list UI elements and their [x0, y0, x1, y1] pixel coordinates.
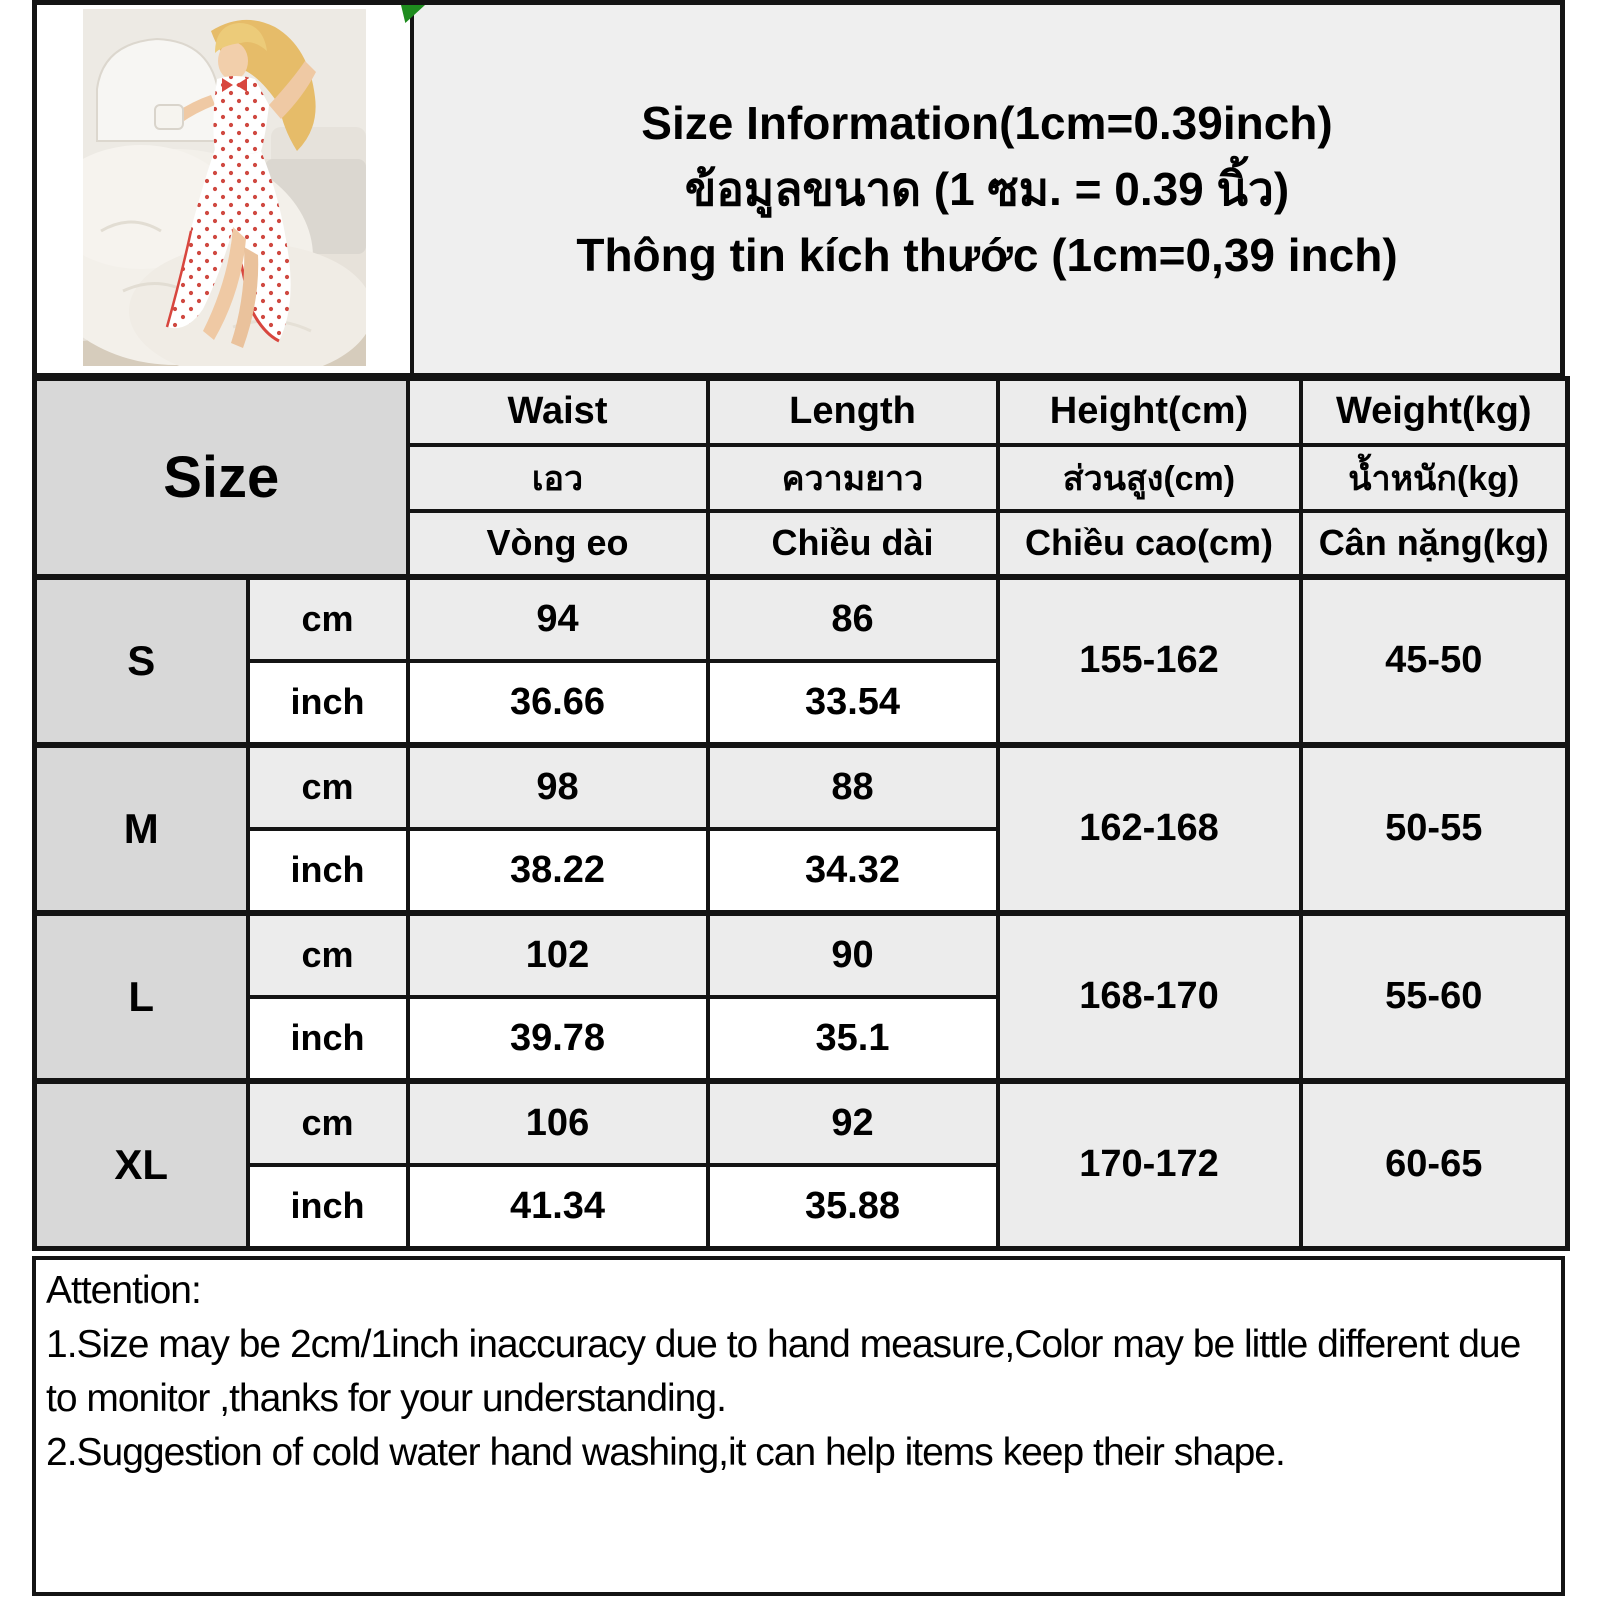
cell-m-length-inch: 34.32: [708, 829, 998, 913]
size-chart-page: [32, 0, 1565, 1596]
cell-s-height: 155-162: [998, 577, 1301, 745]
cell-l-length-inch: 35.1: [708, 997, 998, 1081]
col-height-en: Height(cm): [998, 379, 1301, 445]
attention-note-1: 1.Size may be 2cm/1inch inaccuracy due to hand measure,Color may be little different due to monitor ,thanks for your understanding.: [46, 1323, 1521, 1420]
row-xl-cm: [35, 1081, 1568, 1165]
cell-l-size: L: [35, 913, 248, 1081]
col-waist-en: Waist: [408, 379, 708, 445]
col-length-vi: Chiều dài: [708, 511, 998, 577]
cell-s-length-inch: 33.54: [708, 661, 998, 745]
attention-note-2: 2.Suggestion of cold water hand washing,it can help items keep their shape.: [46, 1431, 1285, 1474]
cell-xl-waist-inch: 41.34: [408, 1165, 708, 1249]
cell-m-waist-cm: 98: [408, 745, 708, 829]
cell-s-waist-cm: 94: [408, 577, 708, 661]
cell-l-waist-cm: 102: [408, 913, 708, 997]
product-photo-illustration: [83, 9, 366, 366]
cell-l-weight: 55-60: [1301, 913, 1568, 1081]
cell-s-length-cm: 86: [708, 577, 998, 661]
cell-l-unit-cm: cm: [248, 913, 408, 997]
cell-l-unit-inch: inch: [248, 997, 408, 1081]
cell-xl-length-inch: 35.88: [708, 1165, 998, 1249]
top-section: [32, 0, 1565, 376]
cell-xl-weight: 60-65: [1301, 1081, 1568, 1249]
cell-xl-waist-cm: 106: [408, 1081, 708, 1165]
row-m-cm: [35, 745, 1568, 829]
cell-m-size: M: [35, 745, 248, 913]
cell-s-unit-inch: inch: [248, 661, 408, 745]
col-height-th: ส่วนสูง(cm): [998, 445, 1301, 511]
title-thai: ข้อมูลขนาด (1 ซม. = 0.39 นิ้ว): [684, 163, 1290, 215]
row-s-cm: [35, 577, 1568, 661]
cell-m-unit-inch: inch: [248, 829, 408, 913]
cell-m-unit-cm: cm: [248, 745, 408, 829]
cell-xl-unit-inch: inch: [248, 1165, 408, 1249]
cell-m-waist-inch: 38.22: [408, 829, 708, 913]
col-waist-th: เอว: [408, 445, 708, 511]
size-header-cell: Size: [35, 379, 408, 577]
cell-xl-size: XL: [35, 1081, 248, 1249]
col-weight-vi: Cân nặng(kg): [1301, 511, 1568, 577]
col-length-th: ความยาว: [708, 445, 998, 511]
product-photo: [37, 5, 410, 373]
col-weight-en: Weight(kg): [1301, 379, 1568, 445]
title-box: [410, 5, 1560, 373]
cell-xl-length-cm: 92: [708, 1081, 998, 1165]
col-waist-vi: Vòng eo: [408, 511, 708, 577]
cell-xl-unit-cm: cm: [248, 1081, 408, 1165]
attention-box: [32, 1256, 1565, 1596]
cell-s-size: S: [35, 577, 248, 745]
col-height-vi: Chiều cao(cm): [998, 511, 1301, 577]
cell-l-waist-inch: 39.78: [408, 997, 708, 1081]
cell-l-length-cm: 90: [708, 913, 998, 997]
cell-s-weight: 45-50: [1301, 577, 1568, 745]
row-l-cm: [35, 913, 1568, 997]
title-english: Size Information(1cm=0.39inch): [641, 97, 1333, 149]
col-length-en: Length: [708, 379, 998, 445]
cell-l-height: 168-170: [998, 913, 1301, 1081]
title-vietnamese: Thông tin kích thước (1cm=0,39 inch): [576, 229, 1398, 281]
size-table: [32, 376, 1570, 1251]
cell-s-unit-cm: cm: [248, 577, 408, 661]
cell-m-weight: 50-55: [1301, 745, 1568, 913]
col-weight-th: น้ำหนัก(kg): [1301, 445, 1568, 511]
header-row-english: [35, 379, 1568, 445]
attention-heading: Attention:: [46, 1269, 201, 1312]
cell-m-height: 162-168: [998, 745, 1301, 913]
cell-s-waist-inch: 36.66: [408, 661, 708, 745]
cell-xl-height: 170-172: [998, 1081, 1301, 1249]
cell-m-length-cm: 88: [708, 745, 998, 829]
